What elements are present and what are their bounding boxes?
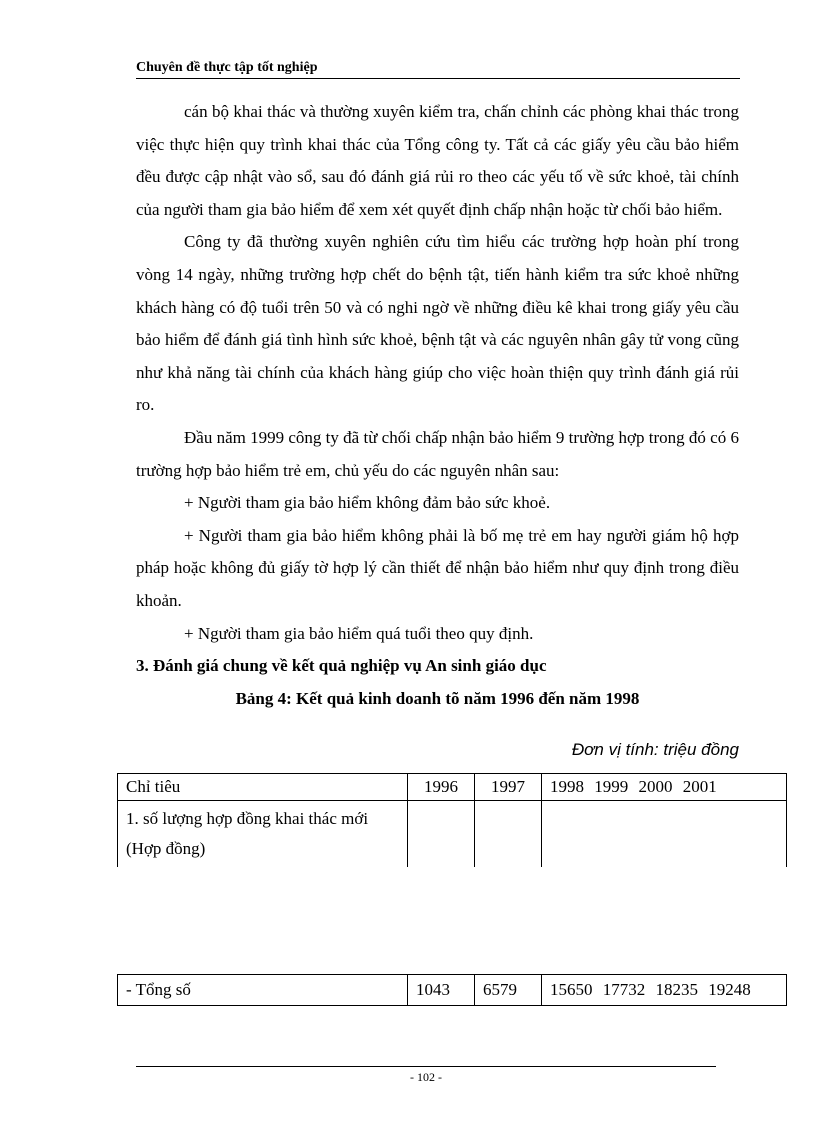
header-1998-2001: 1998 1999 2000 2001 <box>542 774 787 801</box>
header-divider <box>136 78 740 79</box>
paragraph-3: Đầu năm 1999 công ty đã từ chối chấp nhận bảo hiểm 9 trường hợp trong đó có 6 trường hợp bảo hiểm trẻ em, chủ yếu do các nguyên nhân sau: <box>136 427 739 480</box>
table-title: Bảng 4: Kết quả kinh doanh tõ năm 1996 đến năm 1998 <box>235 688 640 708</box>
page-header: Chuyên đề thực tập tốt nghiệp <box>136 60 318 75</box>
table-row-total <box>118 975 787 1006</box>
total-label: - Tổng số <box>118 975 408 1006</box>
row-new-contracts-label: 1. số lượng hợp đồng khai thác mới (Hợp đồng) <box>118 801 408 868</box>
table-header-row <box>118 774 787 801</box>
reason-3: + Người tham gia bảo hiểm quá tuổi theo quy định. <box>184 623 534 643</box>
row-new-contracts-1996 <box>408 801 475 868</box>
row-new-contracts-1997 <box>475 801 542 868</box>
row-new-contracts-rest <box>542 801 787 868</box>
total-1997: 6579 <box>475 975 542 1006</box>
paragraph-2: Công ty đã thường xuyên nghiên cứu tìm hiểu các trường hợp hoàn phí trong vòng 14 ngày, những trường hợp chết do bệnh tật, tiến hành kiểm tra sức khoẻ những khách hàng có độ tuổi trên 50 và có nghi ngờ về những điều kê khai trong giấy yêu cầu bảo hiểm để đánh giá tình hình sức khoẻ, bệnh tật và các nguyên nhân gây tử vong cũng như khả năng tài chính của khách hàng giúp cho việc hoàn thiện quy trình đánh giá rủi ro. <box>136 232 739 415</box>
page-number: - 102 - <box>410 1070 442 1084</box>
header-indicator: Chỉ tiêu <box>118 774 408 801</box>
unit-label: Đơn vị tính: triệu đồng <box>571 740 739 759</box>
table-row <box>118 801 787 868</box>
header-1997: 1997 <box>475 774 542 801</box>
total-1998-2001: 15650 17732 18235 19248 <box>542 975 787 1006</box>
body-text <box>136 96 739 715</box>
results-table <box>117 773 787 867</box>
header-1996: 1996 <box>408 774 475 801</box>
total-1996: 1043 <box>408 975 475 1006</box>
paragraph-1: cán bộ khai thác và thường xuyên kiểm tra, chấn chỉnh các phòng khai thác trong việc thực hiện quy trình khai thác của Tổng công ty. Tất cả các giấy yêu cầu bảo hiểm đều được cập nhật vào sổ, sau đó đánh giá rủi ro theo các yếu tố về sức khoẻ, tài chính của người tham gia bảo hiểm để xem xét quyết định chấp nhận hoặc từ chối bảo hiểm. <box>136 102 739 219</box>
reason-1: + Người tham gia bảo hiểm không đảm bảo sức khoẻ. <box>184 493 551 513</box>
results-table-continued <box>117 974 787 1006</box>
footer-divider <box>136 1066 716 1067</box>
section-heading: 3. Đánh giá chung về kết quả nghiệp vụ An sinh giáo dục <box>136 656 547 676</box>
reason-2: + Người tham gia bảo hiểm không phải là bố mẹ trẻ em hay người giám hộ hợp pháp hoặc không đủ giấy tờ hợp lý cần thiết để nhận bảo hiểm như quy định trong điều khoản. <box>136 525 739 610</box>
